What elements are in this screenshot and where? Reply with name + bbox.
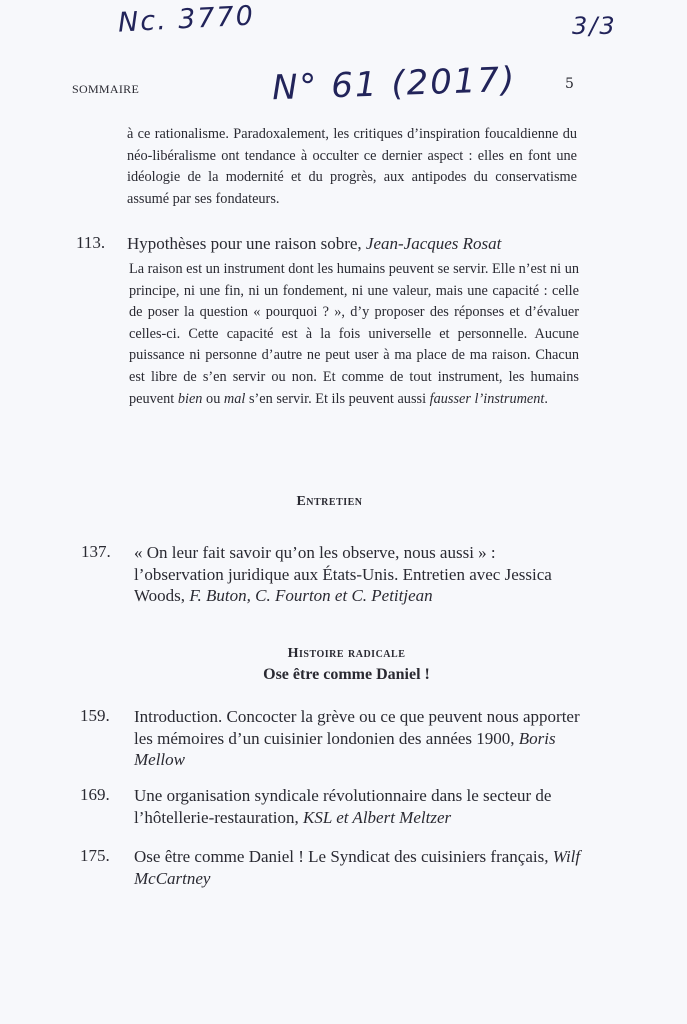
entry-title — [134, 846, 604, 889]
entry-author: Boris Mellow — [134, 728, 556, 770]
page-number: 5 — [565, 76, 574, 92]
entry-title — [127, 233, 587, 255]
abstract-text: ou — [206, 390, 221, 407]
entry-number: 137. — [81, 542, 111, 561]
entry-title — [134, 706, 584, 771]
abstract-text: La raison est un instrument dont les humains peuvent se servir. Elle n’est ni un principe, ni une fin, ni un fondement, ni une valeur, mais une capacité : celle de poser la question « pourquoi ? », d’y proposer des réponses et d’évaluer celles-ci. Cette capacité est à la fois universelle et personnelle. Aucune puissance ni personne d’autre ne peut user à ma place de ma raison. Chacun est libre de s’en servir ou non. Et comme de tout instrument, les humains peuvent — [129, 261, 579, 407]
entry-title-text: Hypothèses pour une raison sobre, — [127, 234, 362, 253]
entry-number: 169. — [80, 785, 110, 804]
entry-author: KSL et Albert Meltzer — [302, 807, 452, 827]
handwritten-reference: Nc. 3770 — [117, 0, 256, 39]
entry-title — [134, 785, 584, 828]
handwritten-page-count: 3/3 — [572, 12, 617, 40]
entry-author: Jean-Jacques Rosat — [365, 234, 502, 253]
section-subtitle: Ose être comme Daniel ! — [263, 666, 430, 683]
entry-title-text: « On leur fait savoir qu’on les observe, nous aussi » : l’observation juridique aux États-Unis. Entretien avec Jessica Woods, — [134, 543, 552, 606]
entry-author: F. Buton, C. Fourton et C. Petitjean — [189, 586, 433, 606]
entry-author: Wilf McCartney — [134, 847, 581, 888]
intro-paragraph: à ce rationalisme. Paradoxalement, les critiques d’inspiration foucaldienne du néo-libéralisme ont tendance à occulter ce dernier aspect : elles en font une idéologie de la modernité et du progrès, aux antipodes du conservatisme assumé par ses fondateurs. — [127, 126, 577, 207]
entry-title-text: Une organisation syndicale révolutionnaire dans le secteur de l’hôtellerie-restauration, — [134, 786, 552, 827]
abstract-text: . — [544, 390, 548, 407]
section-heading: Entretien — [296, 494, 363, 509]
entry-title-text: Ose être comme Daniel ! Le Syndicat des cuisiniers français, — [134, 847, 549, 866]
abstract-text: s’en servir. Et ils peuvent aussi — [248, 390, 427, 407]
abstract-emphasis: fausser l’instrument — [429, 390, 545, 407]
section-heading: Histoire radicale — [287, 646, 406, 661]
abstract-emphasis: mal — [223, 390, 246, 407]
entry-number: 159. — [80, 706, 110, 725]
handwritten-issue-number: N° 61 (2017) — [271, 59, 517, 109]
entry-title-text: Introduction. Concocter la grève ou ce que peuvent nous apporter les mémoires d’un cuisinier londonien des années 1900, — [134, 707, 580, 748]
entry-number: 175. — [80, 846, 110, 865]
entry-title — [134, 542, 584, 607]
entry-abstract — [129, 259, 579, 410]
abstract-emphasis: bien — [177, 390, 203, 407]
running-head: SOMMAIRE — [72, 82, 140, 96]
entry-number: 113. — [76, 233, 106, 252]
